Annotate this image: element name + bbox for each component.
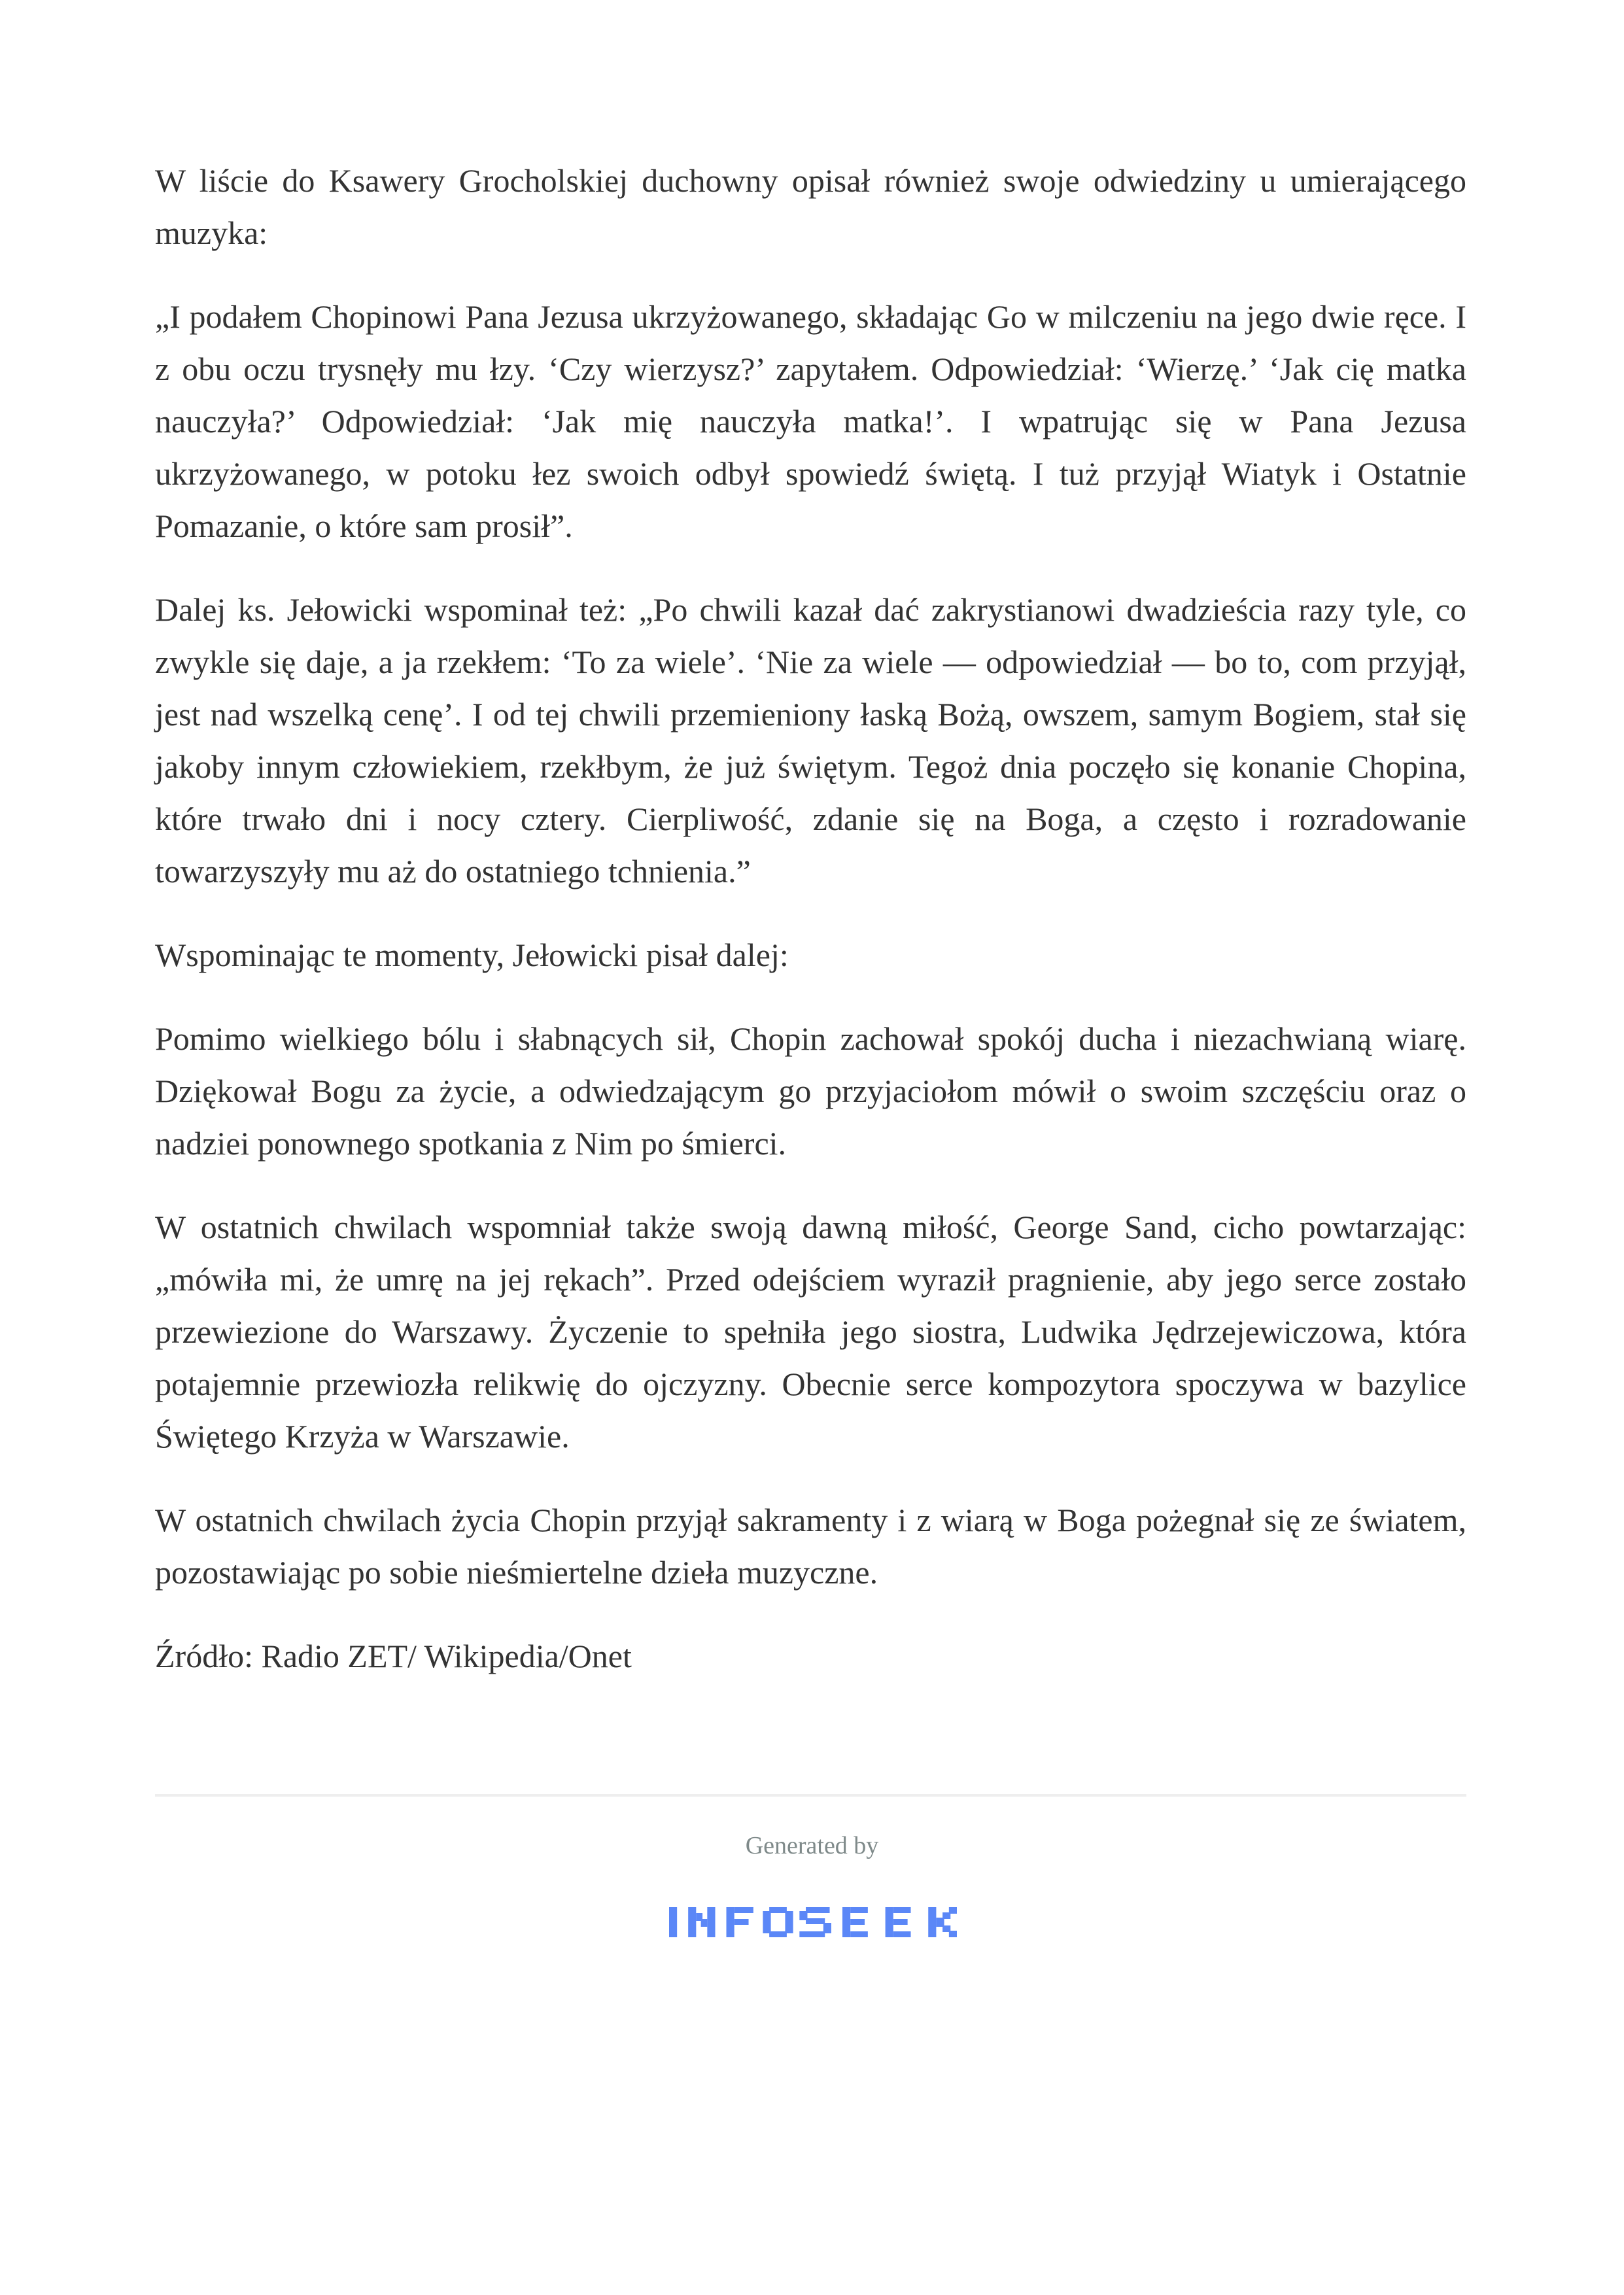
generated-by-label: Generated by xyxy=(745,1832,879,1859)
logo-letter-k xyxy=(928,1907,957,1937)
paragraph-faith: Pomimo wielkiego bólu i słabnących sił, Chopin zachował spokój ducha i niezachwianą wiarę. Dziękował Bogu za życie, a odwiedzającym go przyjaciołom mówił o swoim szczęściu oraz o nadziei ponownego spotkania z Nim po śmierci. xyxy=(155,1020,1466,1162)
infoseek-logo[interactable] xyxy=(669,1907,957,1937)
logo-letter-e-2 xyxy=(886,1907,911,1937)
logo-letter-s xyxy=(799,1907,831,1937)
article-body xyxy=(155,154,1466,1714)
footer-divider xyxy=(155,1794,1466,1797)
paragraph-quote-continued: Dalej ks. Jełowicki wspominał też: „Po chwili kazał dać zakrystianowi dwadzieścia razy tyle, co zwykle się daje, a ja rzekłem: ‘To za wiele’. ‘Nie za wiele — odpowiedział — bo to, com przyjął, jest nad wszelką cenę’. I od tej chwili przemieniony łaską Bożą, owszem, samym Bogiem, stał się jakoby innym człowiekiem, rzekłbym, że już świętym. Tegoż dnia poczęło się konanie Chopina, które trwało dni i nocy cztery. Cierpliwość, zdanie się na Boga, a często i rozradowanie towarzyszyły mu aż do ostatniego tchnienia.” xyxy=(155,591,1466,889)
paragraph-last-moments: W ostatnich chwilach wspomniał także swoją dawną miłość, George Sand, cicho powtarzając: „mówiła mi, że umrę na jej rękach”. Przed odejściem wyraził pragnienie, aby jego serce zostało przewiezione do Warszawy. Życzenie to spełniła jego siostra, Ludwika Jędrzejewiczowa, która potajemnie przewiozła relikwię do ojczyzny. Obecnie serce kompozytora spoczywa w bazylice Świętego Krzyża w Warszawie. xyxy=(155,1209,1466,1455)
logo-letter-o xyxy=(763,1907,793,1937)
logo-letter-f xyxy=(727,1907,753,1937)
paragraph-transition: Wspominając te momenty, Jełowicki pisał dalej: xyxy=(155,937,789,973)
paragraph-conclusion: W ostatnich chwilach życia Chopin przyjął sakramenty i z wiarą w Boga pożegnał się ze światem, pozostawiając po sobie nieśmiertelne dzieła muzyczne. xyxy=(155,1502,1466,1591)
logo-letter-n xyxy=(688,1907,715,1937)
paragraph-quote-confession: „I podałem Chopinowi Pana Jezusa ukrzyżowanego, składając Go w milczeniu na jego dwie ręce. I z obu oczu trysnęły mu łzy. ‘Czy wierzysz?’ zapytałem. Odpowiedział: ‘Wierzę.’ ‘Jak cię matka nauczyła?’ Odpowiedział: ‘Jak mię nauczyła matka!’. I wpatrując się w Pana Jezusa ukrzyżowanego, w potoku łez swoich odbył spowiedź świętą. I tuż przyjął Wiatyk i Ostatnie Pomazanie, o które sam prosił”. xyxy=(155,298,1466,544)
logo-letter-i xyxy=(669,1907,677,1937)
source-line: Źródło: Radio ZET/ Wikipedia/Onet xyxy=(155,1638,632,1674)
logo-letter-e-1 xyxy=(842,1907,868,1937)
paragraph-intro: W liście do Ksawery Grocholskiej duchowny opisał również swoje odwiedziny u umierającego muzyka: xyxy=(155,162,1466,251)
infoseek-logo-icon xyxy=(669,1907,957,1937)
